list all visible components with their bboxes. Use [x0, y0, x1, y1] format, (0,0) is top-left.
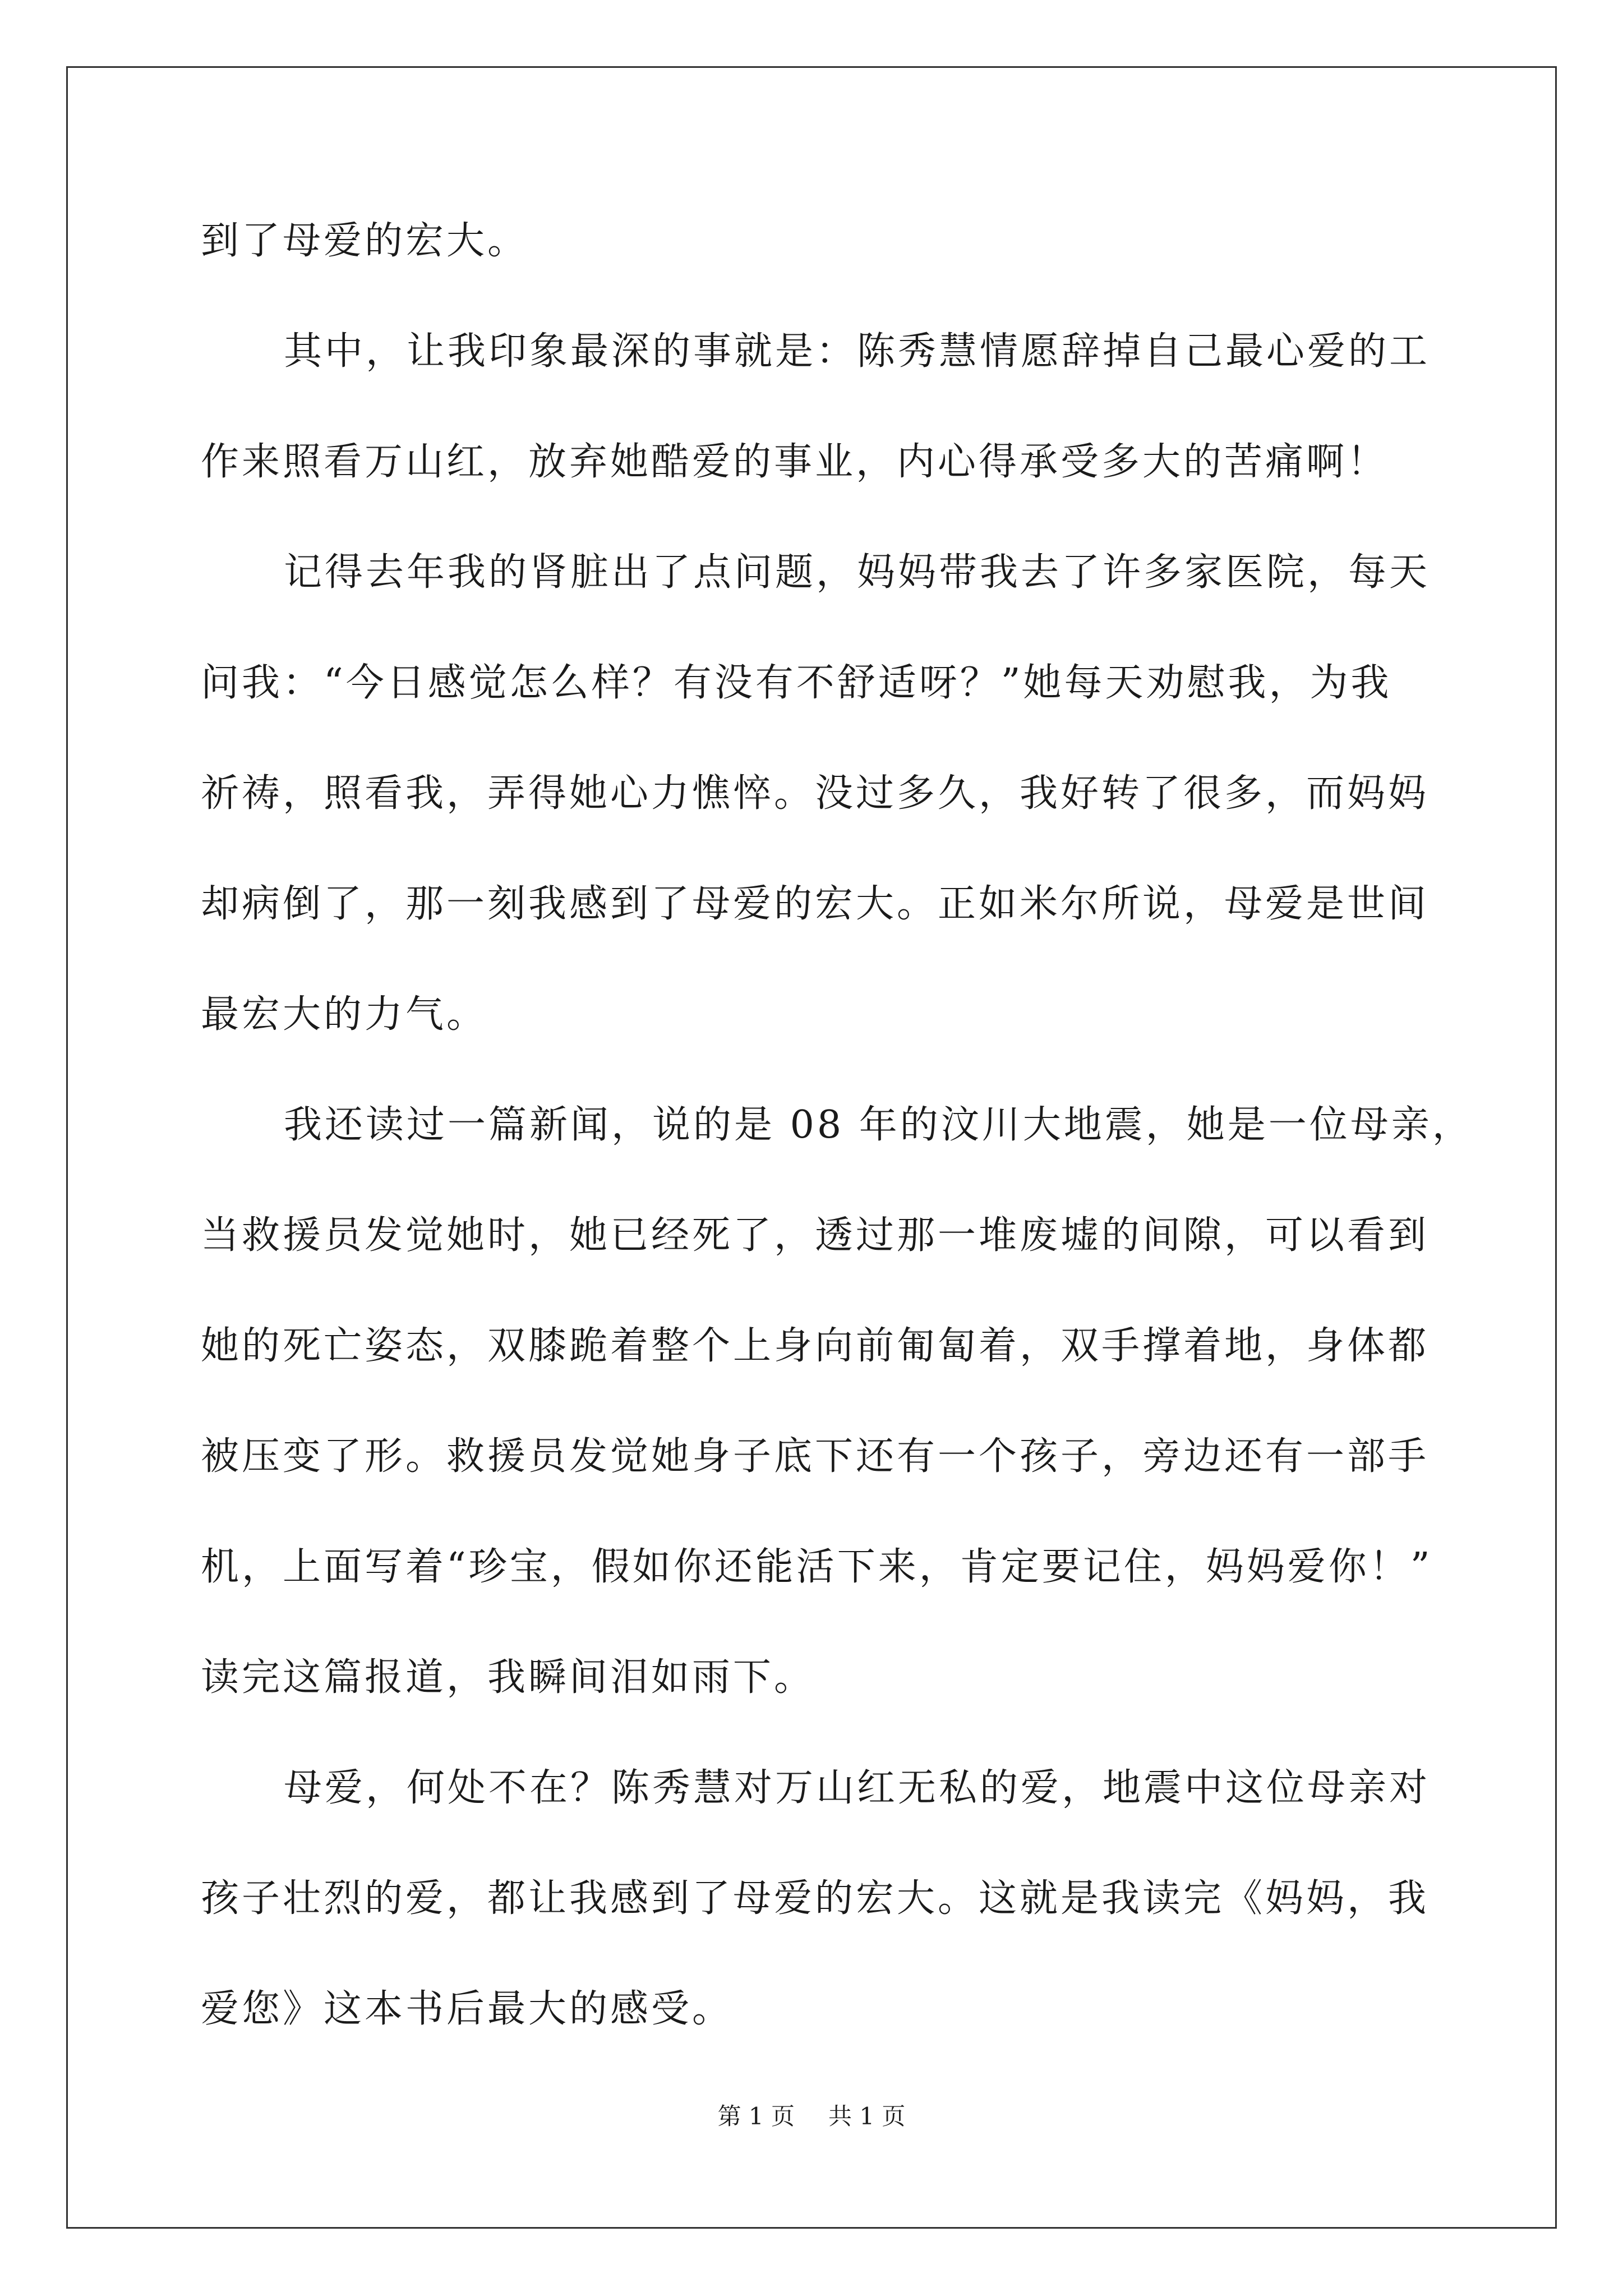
text-line: 我还读过一篇新闻，说的是 08 年的汶川大地震，她是一位母亲， — [284, 1103, 1473, 1147]
page-footer — [0, 2098, 1623, 2132]
document-body — [201, 208, 1473, 2086]
text-line: 机，上面写着“珍宝，假如你还能活下来，肯定要记住，妈妈爱你！” — [201, 1545, 1433, 1589]
text-line: 其中，让我印象最深的事就是：陈秀慧情愿辞掉自己最心爱的工 — [284, 329, 1431, 374]
text-line: 当救援员发觉她时，她已经死了，透过那一堆废墟的间隙，可以看到 — [201, 1213, 1430, 1258]
text-line: 最宏大的力气。 — [201, 992, 488, 1037]
text-line: 孩子壮烈的爱，都让我感到了母爱的宏大。这就是我读完《妈妈，我 — [201, 1876, 1430, 1921]
text-line: 爱您》这本书后最大的感受。 — [201, 1987, 734, 2031]
text-line: 她的死亡姿态，双膝跪着整个上身向前匍匐着，双手撑着地，身体都 — [201, 1324, 1430, 1368]
text-line: 作来照看万山红，放弃她酷爱的事业，内心得承受多大的苦痛啊！ — [201, 440, 1389, 484]
text-line: 到了母爱的宏大。 — [201, 219, 529, 263]
text-line: 祈祷，照看我，弄得她心力憔悴。没过多久，我好转了很多，而妈妈 — [201, 771, 1430, 816]
text-line: 被压变了形。救援员发觉她身子底下还有一个孩子，旁边还有一部手 — [201, 1434, 1430, 1479]
text-line: 母爱，何处不在？陈秀慧对万山红无私的爱，地震中这位母亲对 — [284, 1766, 1431, 1810]
text-line: 读完这篇报道，我瞬间泪如雨下。 — [201, 1655, 815, 1700]
page-number-total: 共 1 页 — [828, 2102, 906, 2130]
text-line: 却病倒了，那一刻我感到了母爱的宏大。正如米尔所说，母爱是世间 — [201, 882, 1430, 926]
text-line: 问我：“今日感觉怎么样？有没有不舒适呀？”她每天劝慰我，为我 — [201, 661, 1392, 705]
text-line: 记得去年我的肾脏出了点问题，妈妈带我去了许多家医院，每天 — [284, 550, 1431, 595]
page-number-current: 第 1 页 — [717, 2102, 795, 2130]
